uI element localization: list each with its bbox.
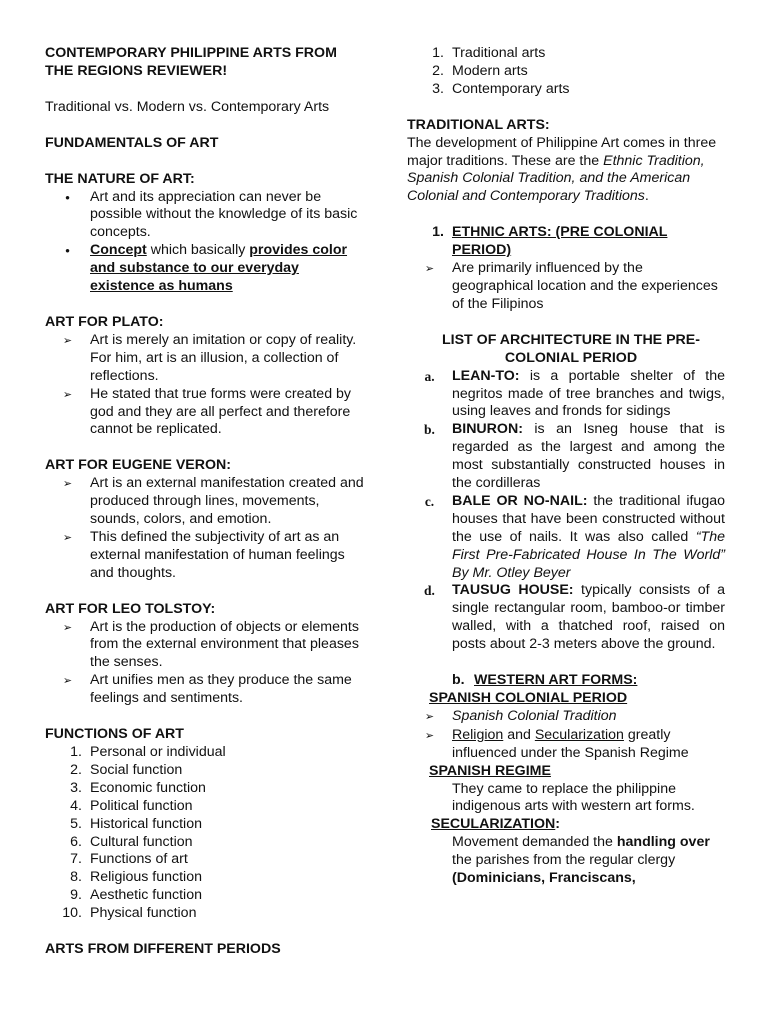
list-item: ➢ He stated that true forms were created by god and they are all perfect and therefore cannot be replicated. <box>45 386 367 440</box>
list-item: 9. Aesthetic function <box>70 887 202 904</box>
list-item: b. BINURON: is an Isneg house that is regarded as the largest and among the most substantially constructed houses in the cordilleras <box>424 421 725 492</box>
nature-heading: THE NATURE OF ART: <box>45 170 195 187</box>
list-item: • Concept which basically provides color and substance to our everyday existence as humans <box>45 242 367 296</box>
right-column <box>407 45 725 888</box>
list-item: ➢ Art is the production of objects or elements from the external environment that pleases the senses. <box>45 619 367 673</box>
secularization-text: Movement demanded the handling over the parishes from the regular clergy (Dominicians, Franciscans, <box>452 834 710 887</box>
list-item: ➢ Are primarily influenced by the geographical location and the experiences of the Filipinos <box>407 260 725 314</box>
traditional-heading: TRADITIONAL ARTS: <box>407 116 550 133</box>
list-item: 3. Contemporary arts <box>432 80 570 97</box>
list-item: ➢ Spanish Colonial Tradition <box>407 708 725 727</box>
list-item: ➢ Art is merely an imitation or copy of reality. For him, art is an illusion, a collection of reflections. <box>45 332 367 386</box>
arrow-bullet-icon: ➢ <box>62 388 73 401</box>
periods-list <box>407 45 725 99</box>
spanish-colonial-heading: SPANISH COLONIAL PERIOD <box>429 690 628 706</box>
traditional-paragraph: The development of Philippine Art comes in three major traditions. These are the Ethnic Tradition, Spanish Colonial Tradition, and the American Colonial and Contemporary Traditions. <box>407 134 717 205</box>
list-item: ➢ This defined the subjectivity of art as an external manifestation of human feelings and thoughts. <box>45 529 367 583</box>
list-item: 6. Cultural function <box>70 833 193 850</box>
spanish-regime-text: They came to replace the philippine indigenous arts with western art forms. <box>452 780 695 815</box>
arrow-bullet-icon: ➢ <box>424 263 435 276</box>
list-item: 10. Physical function <box>62 905 197 922</box>
bullet-icon: • <box>65 243 70 259</box>
list-item: 2. Social function <box>70 761 183 778</box>
periods-heading: ARTS FROM DIFFERENT PERIODS <box>45 941 281 958</box>
list-item: ➢ Art unifies men as they produce the same feelings and sentiments. <box>45 672 367 708</box>
doc-subtitle: Traditional vs. Modern vs. Contemporary Arts <box>45 98 330 115</box>
list-item: 4. Political function <box>70 797 193 814</box>
secularization-heading: SECULARIZATION: <box>431 816 560 833</box>
list-item: ➢ Religion and Secularization greatly influenced under the Spanish Regime <box>407 727 725 763</box>
veron-heading: ART FOR EUGENE VERON: <box>45 457 232 474</box>
tolstoy-heading: ART FOR LEO TOLSTOY: <box>45 600 216 617</box>
functions-heading: FUNCTIONS OF ART <box>45 726 184 743</box>
fundamentals-heading: FUNDAMENTALS OF ART <box>45 134 219 151</box>
ethnic-heading: 1. ETHNIC ARTS: (PRE COLONIAL PERIOD) <box>432 224 668 259</box>
arrow-bullet-icon: ➢ <box>62 621 73 634</box>
doc-title: CONTEMPORARY PHILIPPINE ARTS FROM THE REGIONS REVIEWER! <box>45 45 337 79</box>
list-item: 8. Religious function <box>70 869 202 886</box>
list-item: 1. Personal or individual <box>70 744 226 760</box>
list-item: 2. Modern arts <box>432 62 528 79</box>
bullet-icon: • <box>65 189 70 205</box>
list-item: • Art and its appreciation can never be possible without the knowledge of its basic concepts. <box>45 189 367 243</box>
spanish-regime-heading: SPANISH REGIME <box>429 762 551 779</box>
list-item: 3. Economic function <box>70 779 206 796</box>
arrow-bullet-icon: ➢ <box>424 710 435 723</box>
left-column <box>45 45 367 959</box>
arrow-bullet-icon: ➢ <box>62 675 73 688</box>
functions-list <box>45 744 367 923</box>
list-item: a. LEAN-TO: is a portable shelter of the negritos made of tree branches and twigs, using leaves and fronds for sidings <box>424 367 725 420</box>
architecture-heading: LIST OF ARCHITECTURE IN THE PRE-COLONIAL PERIOD <box>441 331 700 366</box>
arrow-bullet-icon: ➢ <box>424 729 435 742</box>
arrow-bullet-icon: ➢ <box>62 334 73 347</box>
list-item: d. TAUSUG HOUSE: typically consists of a single rectangular room, bamboo-or timber walled, with a thatched roof, raised on posts about 2-3 meters above the ground. <box>424 582 726 653</box>
arrow-bullet-icon: ➢ <box>62 478 73 491</box>
list-item: c. BALE OR NO-NAIL: the traditional ifugao houses that have been constructed without the use of nails. It was also called “The First Pre-Fabricated House In The World” By Mr. Otley Beyer <box>424 492 725 581</box>
plato-heading: ART FOR PLATO: <box>45 313 164 330</box>
list-item: 7. Functions of art <box>70 851 188 868</box>
list-item: 1. Traditional arts <box>432 45 546 61</box>
list-item: 5. Historical function <box>70 815 202 832</box>
western-heading: b. WESTERN ART FORMS: <box>452 672 638 689</box>
arrow-bullet-icon: ➢ <box>62 531 73 544</box>
list-item: ➢ Art is an external manifestation created and produced through lines, movements, sounds, colors, and emotion. <box>45 475 367 529</box>
